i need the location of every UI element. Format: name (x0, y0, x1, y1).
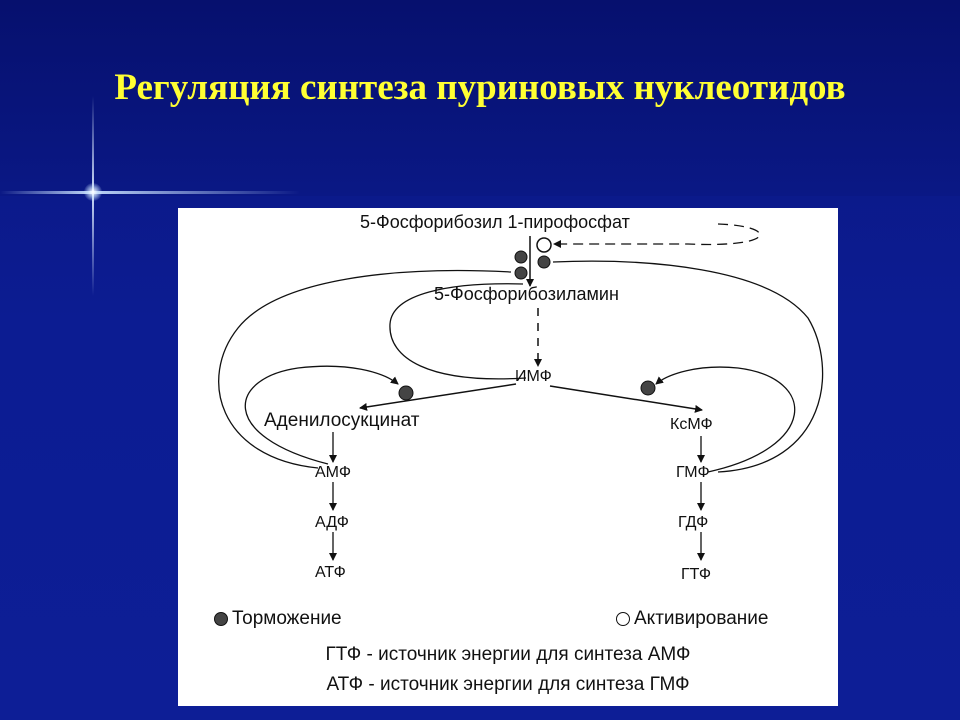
legend-activation (616, 608, 768, 630)
node-imp: ИМФ (515, 368, 552, 385)
node-phosphoribosylamine: 5-Фосфорибозиламин (434, 284, 619, 304)
legend-activation-label: Активирование (634, 608, 769, 629)
inhibition-dot (399, 386, 413, 400)
note-gtp-energy: ГТФ - источник энергии для синтеза АМФ (325, 644, 691, 665)
light-flare-horizontal (0, 191, 300, 194)
inhibition-dot (641, 381, 655, 395)
node-adp: АДФ (315, 514, 349, 531)
node-gdp: ГДФ (678, 514, 709, 531)
inhibition-dot (515, 251, 527, 263)
legend (208, 608, 828, 638)
note-atp-energy: АТФ - источник энергии для синтеза ГМФ (326, 674, 690, 695)
node-atp: АТФ (315, 564, 346, 581)
arrow-imp-to-xmp (550, 386, 702, 410)
node-xmp: КсМФ (670, 416, 713, 433)
node-gtp: ГТФ (681, 566, 712, 583)
activation-dot-icon (616, 612, 630, 626)
inhibition-dot (515, 267, 527, 279)
activation-dot (537, 238, 551, 252)
slide-title: Регуляция синтеза пуриновых нуклеотидов (114, 67, 846, 108)
legend-inhibition (214, 608, 342, 630)
light-flare-center (84, 183, 102, 201)
node-prpp: 5-Фосфорибозил 1-пирофосфат (360, 212, 630, 232)
node-adenylosuccinate: Аденилосукцинат (264, 410, 420, 431)
node-gmp: ГМФ (676, 464, 710, 481)
diagram-panel (178, 208, 838, 706)
inhibition-dot (538, 256, 550, 268)
legend-inhibition-label: Торможение (232, 608, 342, 629)
inhibition-dot-icon (214, 612, 228, 626)
arrow-imp-to-adenylosuccinate (360, 384, 516, 408)
node-amp: АМФ (315, 464, 351, 481)
